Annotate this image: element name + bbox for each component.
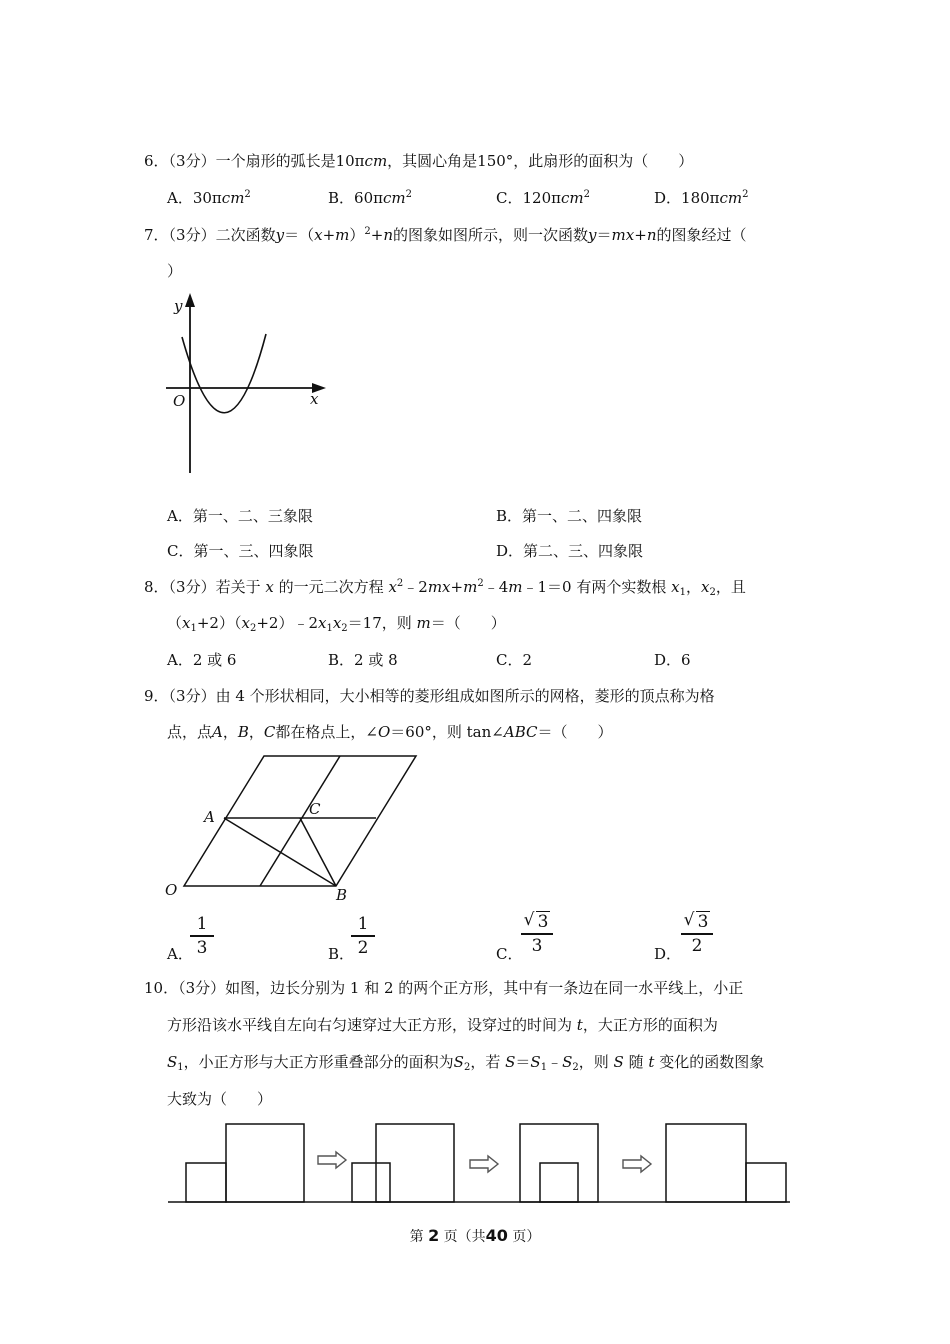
graph-y-label: y — [174, 297, 183, 315]
q7-stem-cont: ） — [167, 262, 183, 280]
q8-option-d[interactable]: D．6 — [654, 651, 691, 669]
q9-option-c-fraction: √ 3 3 — [517, 912, 557, 956]
graph-x-label: x — [310, 390, 319, 408]
q9-option-b-letter[interactable]: B． — [328, 945, 355, 963]
q6-stem: 6．（3分）一个扇形的弧长是10πcm，其圆心角是150°，此扇形的面积为（ ） — [144, 152, 694, 170]
q7-option-c[interactable]: C．第一、三、四象限 — [167, 542, 314, 560]
segment-AB — [224, 818, 336, 886]
q10-squares-diagram — [160, 1115, 800, 1210]
q6-option-c[interactable]: C．120πcm$^2$ — [496, 189, 590, 207]
q9-option-d-fraction: √ 3 2 — [677, 912, 717, 956]
q7-option-d[interactable]: D．第二、三、四象限 — [496, 542, 644, 560]
large-square-4 — [666, 1124, 746, 1202]
q8-option-c[interactable]: C．2 — [496, 651, 533, 669]
label-B: B — [336, 886, 348, 904]
small-square-3 — [540, 1163, 578, 1202]
q6-option-a[interactable]: A．30πcm$^2$ — [167, 189, 251, 207]
grid-line-vertical — [260, 756, 340, 886]
parabola-curve — [182, 334, 266, 413]
arrow-right-icon — [318, 1152, 346, 1168]
q10-stem-line2: 方形沿该水平线自左向右匀速穿过大正方形，设穿过的时间为 t，大正方形的面积为 — [167, 1016, 718, 1034]
q9-option-a-letter[interactable]: A． — [167, 945, 193, 963]
q9-option-a-fraction: 1 3 — [186, 914, 218, 958]
large-square-1 — [226, 1124, 304, 1202]
q6-option-b[interactable]: B．60πcm$^2$ — [328, 189, 412, 207]
q9-option-b-fraction: 1 2 — [347, 914, 379, 958]
label-A: A — [204, 808, 215, 826]
q8-option-b[interactable]: B．2 或 8 — [328, 651, 398, 669]
q7-option-a[interactable]: A．第一、二、三象限 — [167, 507, 313, 525]
q9-stem-cont: 点，点A，B，C都在格点上，∠O＝60°，则 tan∠ABC＝（ ） — [167, 723, 613, 741]
q9-option-d-letter[interactable]: D． — [654, 945, 682, 963]
q6-option-d[interactable]: D．180πcm$^2$ — [654, 189, 749, 207]
q7-option-b[interactable]: B．第一、二、四象限 — [496, 507, 643, 525]
label-O: O — [165, 881, 178, 899]
q10-stem-line3: $S_1$，小正方形与大正方形重叠部分的面积为$S_2$，若 $S=S_1﹣S_2$，则 S 随 t 变化的函数图象 — [167, 1053, 765, 1073]
q7-parabola-graph — [160, 290, 340, 480]
small-square-2 — [352, 1163, 390, 1202]
q10-stem: 10．（3分）如图，边长分别为 1 和 2 的两个正方形，其中有一条边在同一水平线上，小正 — [144, 979, 744, 997]
y-axis-arrow — [185, 293, 195, 307]
q9-option-c-letter[interactable]: C． — [496, 945, 523, 963]
q8-stem-cont: $(x_1+2)(x_2+2)﹣2x_1x_2=17$，则 m＝（ ） — [167, 614, 506, 634]
graph-origin-label: O — [173, 392, 186, 410]
page-footer: 第 2 页（共40 页） — [409, 1226, 541, 1245]
q8-stem: 8．（3分）若关于 x 的一元二次方程 $x^2﹣2mx+m^2﹣4m﹣1=0$ 有两个实数根 $x_1$，$x_2$，且 — [144, 578, 746, 598]
q9-rhombus-grid — [160, 750, 430, 905]
q9-stem: 9．（3分）由 4 个形状相同，大小相等的菱形组成如图所示的网格，菱形的顶点称为格 — [144, 687, 715, 705]
arrow-right-icon — [470, 1156, 498, 1172]
arrow-right-icon — [623, 1156, 651, 1172]
q10-stem-line4: 大致为（ ） — [167, 1090, 273, 1108]
small-square-4 — [746, 1163, 786, 1202]
q7-stem: 7．（3分）二次函数$y=(x+m)^2+n$的图象如图所示，则一次函数y＝mx+n的图象经过（ — [144, 226, 747, 244]
label-C: C — [309, 800, 321, 818]
q8-option-a[interactable]: A．2 或 6 — [167, 651, 237, 669]
small-square-1 — [186, 1163, 226, 1202]
